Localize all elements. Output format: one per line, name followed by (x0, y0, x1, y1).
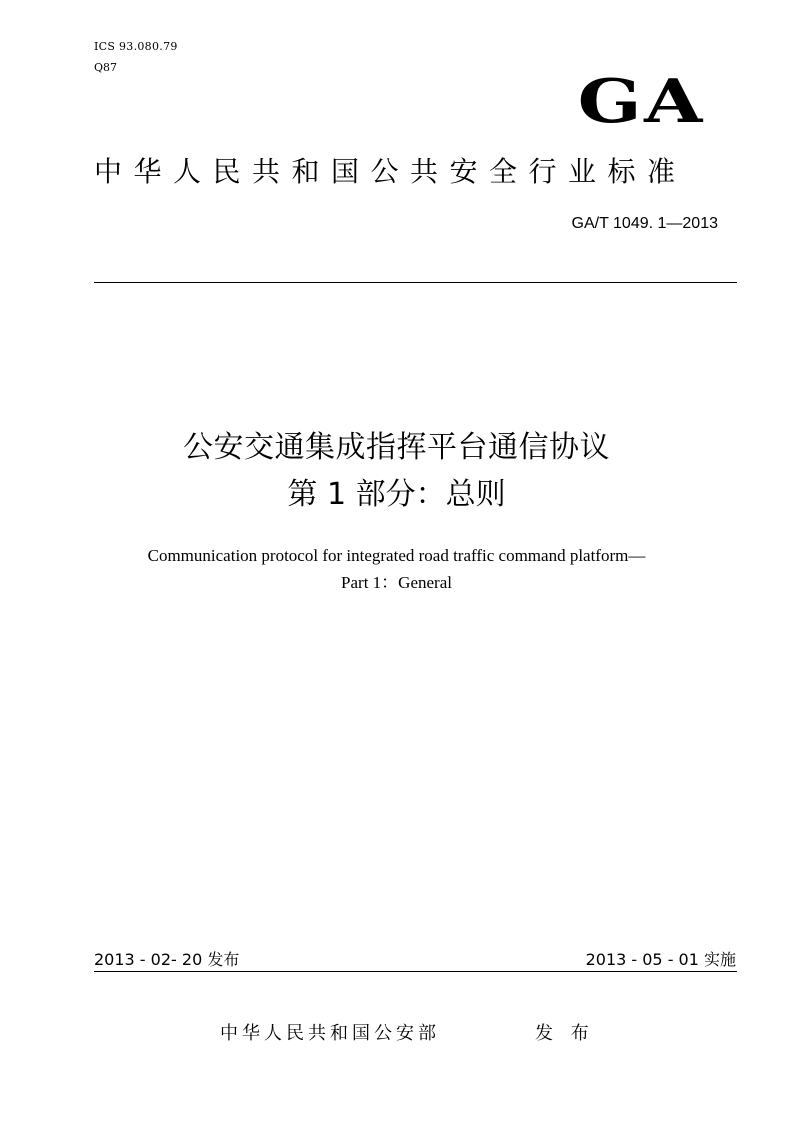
issue-date: 2013 - 02- 20 发布 (94, 950, 240, 969)
publish-label: 发 布 (535, 1023, 595, 1044)
chinese-title-line-2: 第 1 部分：总则 (287, 477, 506, 512)
ga-logo: GA (577, 67, 705, 137)
publisher: 中华人民共和国公安部 (220, 1023, 440, 1044)
english-title-line-1: Communication protocol for integrated road traffic command platform— (147, 546, 646, 565)
ccs-code: Q87 (94, 61, 118, 74)
english-title-line-2: Part 1：General (341, 573, 452, 592)
bottom-divider (94, 971, 737, 972)
implementation-date: 2013 - 05 - 01 实施 (585, 950, 736, 969)
ics-code: ICS 93.080.79 (94, 40, 178, 53)
chinese-title-line-1: 公安交通集成指挥平台通信协议 (183, 430, 610, 465)
standard-number: GA/T 1049. 1—2013 (571, 215, 718, 232)
standard-title: 中华人民共和国公共安全行业标准 (94, 155, 687, 188)
top-divider (94, 282, 737, 283)
